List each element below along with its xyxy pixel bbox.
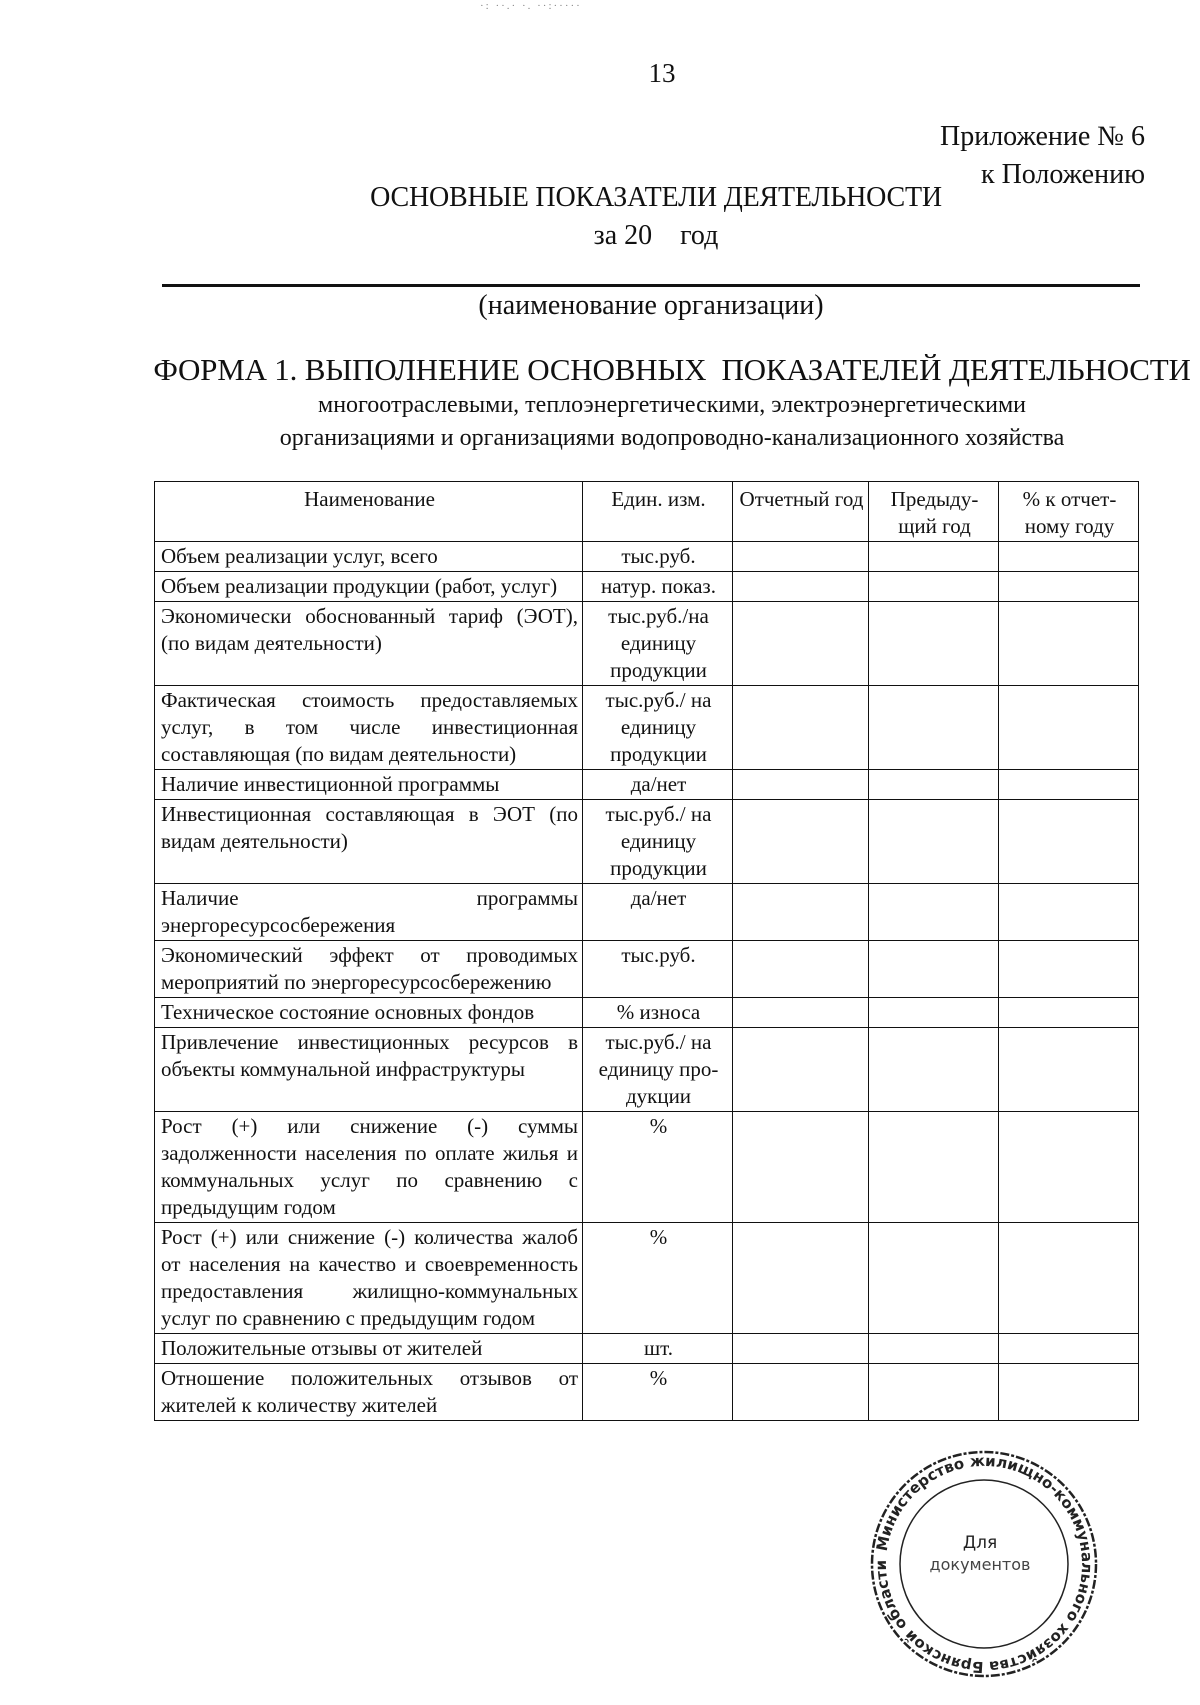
official-stamp — [868, 1448, 1100, 1680]
indicator-name: Привлечение инвестиционных ресурсов в объекты коммунальной инфраструктуры — [155, 1028, 583, 1112]
previous-year-cell — [869, 1028, 999, 1112]
page-number: 13 — [648, 58, 676, 88]
table-row — [155, 770, 1139, 800]
indicator-unit: тыс.руб./ на единицу про-дукции — [583, 1028, 733, 1112]
report-year-cell — [733, 686, 869, 770]
indicator-name: Экономически обоснованный тариф (ЭОТ), (по видам деятельности) — [155, 602, 583, 686]
indicator-unit: % — [583, 1364, 733, 1421]
previous-year-cell — [869, 572, 999, 602]
table-row — [155, 998, 1139, 1028]
indicator-unit: тыс.руб./ на единицу продукции — [583, 686, 733, 770]
indicator-unit: % — [583, 1112, 733, 1223]
report-year-cell — [733, 1028, 869, 1112]
organization-caption: (наименование организации) — [478, 290, 824, 321]
previous-year-cell — [869, 941, 999, 998]
form-subtitle-1: многоотраслевыми, теплоэнергетическими, электроэнергетическими — [318, 392, 1026, 418]
percent-cell — [999, 542, 1139, 572]
indicator-unit: тыс.руб./ на единицу продукции — [583, 800, 733, 884]
indicator-name: Техническое состояние основных фондов — [155, 998, 583, 1028]
table-row — [155, 941, 1139, 998]
indicator-name: Рост (+) или снижение (-) количества жалоб от населения на качество и своевременность предоставления жилищно-коммунальных услуг по сравнению с предыдущим годом — [155, 1223, 583, 1334]
organization-name-line — [162, 284, 1140, 287]
indicator-unit: тыс.руб./на единицу продукции — [583, 602, 733, 686]
indicator-unit: да/нет — [583, 884, 733, 941]
table-row — [155, 884, 1139, 941]
form-subtitle-2: организациями и организациями водопроводно-канализационного хозяйства — [279, 425, 1065, 451]
previous-year-cell — [869, 770, 999, 800]
report-year-cell — [733, 1223, 869, 1334]
stamp-outer-text: Министерство жилищно-коммунального хозяйства Брянской области — [871, 1451, 1097, 1677]
indicator-unit: тыс.руб. — [583, 542, 733, 572]
table-row — [155, 1334, 1139, 1364]
stamp-center-line-1: Для — [962, 1533, 998, 1553]
table-row — [155, 1223, 1139, 1334]
header-name: Наименование — [155, 482, 583, 542]
header-percent: % к отчет-ному году — [999, 482, 1139, 542]
table-row — [155, 1364, 1139, 1421]
indicator-unit: шт. — [583, 1334, 733, 1364]
percent-cell — [999, 770, 1139, 800]
report-year-cell — [733, 941, 869, 998]
percent-cell — [999, 998, 1139, 1028]
scan-marks: ·: ··.· ·. ··:····· — [480, 0, 582, 12]
report-year-cell — [733, 572, 869, 602]
appendix-line-2: к Положению — [980, 159, 1145, 190]
indicator-unit: % износа — [583, 998, 733, 1028]
indicator-name: Фактическая стоимость предоставляемых услуг, в том числе инвестиционная составляющая (по видам деятельности) — [155, 686, 583, 770]
indicator-unit: % — [583, 1223, 733, 1334]
previous-year-cell — [869, 884, 999, 941]
percent-cell — [999, 1334, 1139, 1364]
indicator-name: Объем реализации продукции (работ, услуг) — [155, 572, 583, 602]
previous-year-cell — [869, 1112, 999, 1223]
indicator-name: Наличие инвестиционной программы — [155, 770, 583, 800]
percent-cell — [999, 686, 1139, 770]
year-line: за 20 год — [593, 220, 719, 251]
previous-year-cell — [869, 998, 999, 1028]
percent-cell — [999, 884, 1139, 941]
report-year-cell — [733, 800, 869, 884]
percent-cell — [999, 800, 1139, 884]
percent-cell — [999, 1223, 1139, 1334]
table-row — [155, 542, 1139, 572]
previous-year-cell — [869, 542, 999, 572]
indicator-name: Инвестиционная составляющая в ЭОТ (по видам деятельности) — [155, 800, 583, 884]
indicator-name: Отношение положительных отзывов от жителей к количеству жителей — [155, 1364, 583, 1421]
previous-year-cell — [869, 602, 999, 686]
appendix-line-1: Приложение № 6 — [940, 121, 1145, 152]
page-title: ОСНОВНЫЕ ПОКАЗАТЕЛИ ДЕЯТЕЛЬНОСТИ — [370, 182, 942, 213]
header-report-year: Отчетный год — [733, 482, 869, 542]
percent-cell — [999, 941, 1139, 998]
percent-cell — [999, 602, 1139, 686]
report-year-cell — [733, 1334, 869, 1364]
indicator-name: Положительные отзывы от жителей — [155, 1334, 583, 1364]
table-row — [155, 1028, 1139, 1112]
table-header-row — [155, 482, 1139, 542]
report-year-cell — [733, 770, 869, 800]
indicator-unit: тыс.руб. — [583, 941, 733, 998]
table-row — [155, 686, 1139, 770]
stamp-center-line-2: документов — [929, 1555, 1031, 1574]
indicators-table — [154, 481, 1139, 1421]
table-row — [155, 602, 1139, 686]
table-row — [155, 800, 1139, 884]
header-previous-year: Предыду-щий год — [869, 482, 999, 542]
percent-cell — [999, 1112, 1139, 1223]
indicator-unit: натур. показ. — [583, 572, 733, 602]
previous-year-cell — [869, 1364, 999, 1421]
report-year-cell — [733, 542, 869, 572]
previous-year-cell — [869, 686, 999, 770]
report-year-cell — [733, 602, 869, 686]
report-year-cell — [733, 884, 869, 941]
header-unit: Един. изм. — [583, 482, 733, 542]
previous-year-cell — [869, 1334, 999, 1364]
table-body — [155, 542, 1139, 1421]
table-row — [155, 572, 1139, 602]
table-row — [155, 1112, 1139, 1223]
report-year-cell — [733, 1112, 869, 1223]
report-year-cell — [733, 998, 869, 1028]
indicator-name: Рост (+) или снижение (-) суммы задолженности населения по оплате жилья и коммунальных услуг по сравнению с предыдущим годом — [155, 1112, 583, 1223]
indicator-name: Объем реализации услуг, всего — [155, 542, 583, 572]
percent-cell — [999, 1364, 1139, 1421]
form-title: ФОРМА 1. ВЫПОЛНЕНИЕ ОСНОВНЫХ ПОКАЗАТЕЛЕЙ ДЕЯТЕЛЬНОСТИ — [153, 352, 1191, 387]
percent-cell — [999, 1028, 1139, 1112]
report-year-cell — [733, 1364, 869, 1421]
percent-cell — [999, 572, 1139, 602]
indicator-unit: да/нет — [583, 770, 733, 800]
previous-year-cell — [869, 800, 999, 884]
indicator-name: Экономический эффект от проводимых мероприятий по энергоресурсосбережению — [155, 941, 583, 998]
previous-year-cell — [869, 1223, 999, 1334]
indicator-name: Наличие программы энергоресурсосбережения — [155, 884, 583, 941]
